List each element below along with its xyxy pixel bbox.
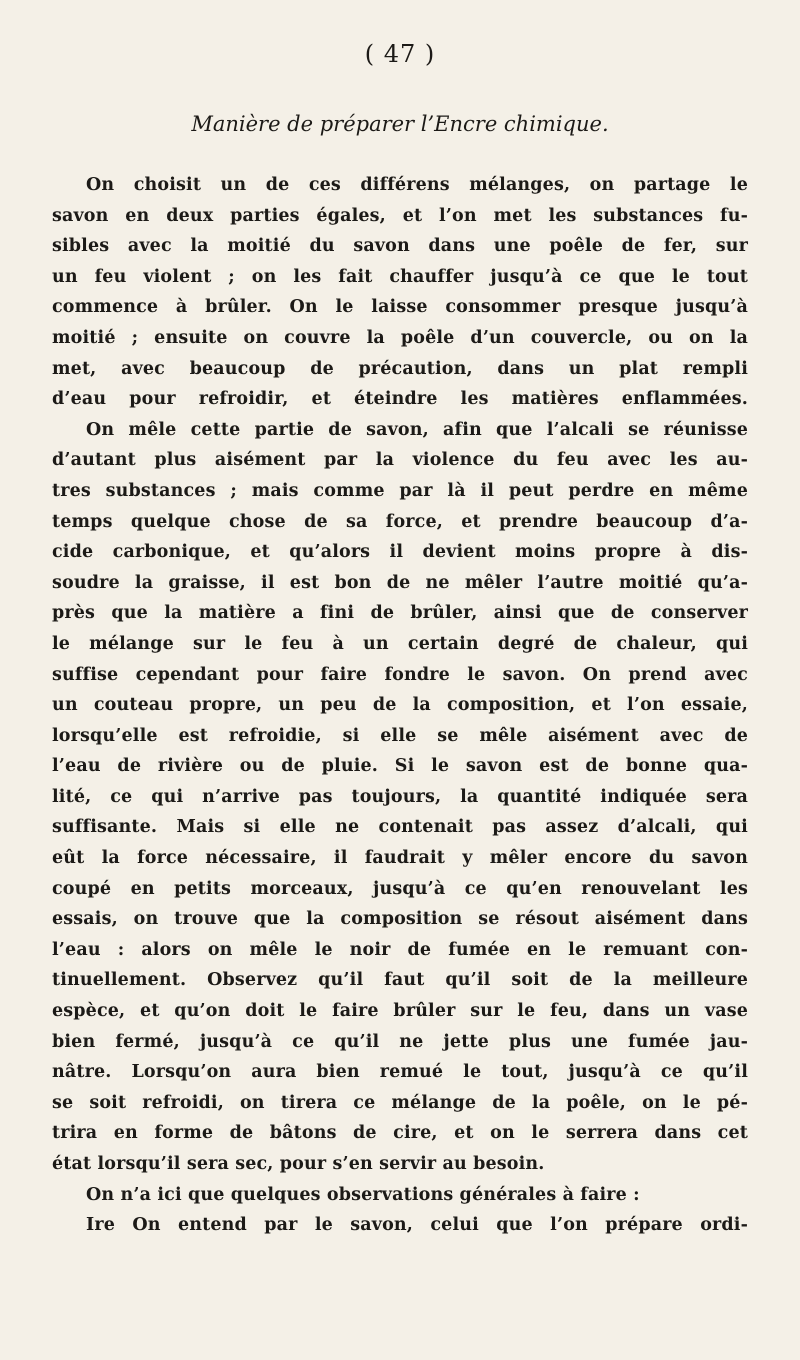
- text-line: l’eau : alors on mêle le noir de fumée en le remuant con-: [52, 939, 748, 960]
- body-text: [52, 170, 748, 1241]
- text-line: savon en deux parties égales, et l’on met les substances fu-: [52, 205, 748, 226]
- text-line: bien fermé, jusqu’à ce qu’il ne jette plus une fumée jau-: [52, 1031, 748, 1052]
- section-title: Manière de préparer l’Encre chimique.: [191, 112, 609, 136]
- text-line: eût la force nécessaire, il faudrait y mêler encore du savon: [52, 848, 748, 869]
- text-line: essais, on trouve que la composition se résout aisément dans: [52, 909, 748, 930]
- text-line: près que la matière a fini de brûler, ainsi que de conserver: [52, 603, 748, 624]
- text-line: nâtre. Lorsqu’on aura bien remué le tout, jusqu’à ce qu’il: [52, 1062, 748, 1083]
- text-line: On mêle cette partie de savon, afin que l’alcali se réunisse: [86, 419, 748, 440]
- text-line: lité, ce qui n’arrive pas toujours, la quantité indiquée sera: [52, 786, 748, 807]
- text-line: l’eau de rivière ou de pluie. Si le savon est de bonne qua-: [52, 756, 748, 777]
- text-line: espèce, et qu’on doit le faire brûler sur le feu, dans un vase: [52, 1001, 748, 1022]
- page-number: ( 47 ): [364, 40, 436, 68]
- text-line: soudre la graisse, il est bon de ne mêler l’autre moitié qu’a-: [52, 572, 748, 593]
- text-line: suffise cependant pour faire fondre le savon. On prend avec: [52, 664, 748, 685]
- text-line: Ire On entend par le savon, celui que l’on prépare ordi-: [86, 1215, 748, 1236]
- text-line: le mélange sur le feu à un certain degré de chaleur, qui: [52, 633, 748, 654]
- text-line: tinuellement. Observez qu’il faut qu’il soit de la meilleure: [52, 970, 748, 991]
- text-line: tres substances ; mais comme par là il peut perdre en même: [52, 480, 748, 501]
- text-line: commence à brûler. On le laisse consommer presque jusqu’à: [52, 297, 748, 318]
- text-line: temps quelque chose de sa force, et prendre beaucoup d’a-: [52, 511, 748, 532]
- text-line: un couteau propre, un peu de la composition, et l’on essaie,: [52, 695, 748, 716]
- text-line: lorsqu’elle est refroidie, si elle se mêle aisément avec de: [52, 725, 748, 746]
- text-line: On n’a ici que quelques observations générales à faire :: [86, 1184, 640, 1205]
- text-line: sibles avec la moitié du savon dans une poêle de fer, sur: [52, 236, 748, 257]
- text-line: état lorsqu’il sera sec, pour s’en servir au besoin.: [52, 1154, 545, 1174]
- text-line: se soit refroidi, on tirera ce mélange de la poêle, on le pé-: [52, 1092, 748, 1113]
- text-line: cide carbonique, et qu’alors il devient moins propre à dis-: [52, 542, 748, 563]
- text-line: trira en forme de bâtons de cire, et on le serrera dans cet: [52, 1123, 748, 1144]
- text-line: moitié ; ensuite on couvre la poêle d’un couvercle, ou on la: [52, 327, 748, 348]
- text-line: un feu violent ; on les fait chauffer jusqu’à ce que le tout: [52, 266, 748, 287]
- text-line: suffisante. Mais si elle ne contenait pas assez d’alcali, qui: [52, 817, 748, 838]
- text-line: coupé en petits morceaux, jusqu’à ce qu’en renouvelant les: [52, 878, 748, 899]
- text-line: met, avec beaucoup de précaution, dans un plat rempli: [52, 358, 748, 379]
- text-line: On choisit un de ces différens mélanges, on partage le: [86, 175, 748, 195]
- text-line: d’autant plus aisément par la violence du feu avec les au-: [52, 450, 748, 471]
- text-line: d’eau pour refroidir, et éteindre les matières enflammées.: [52, 389, 748, 410]
